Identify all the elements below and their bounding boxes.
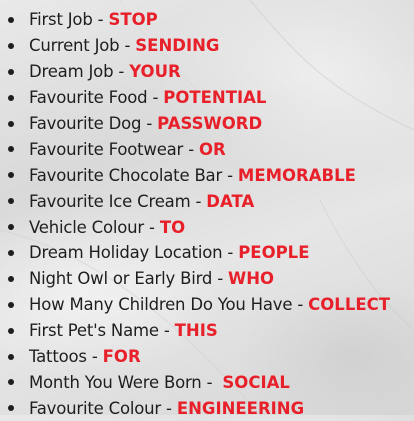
list-item — [8, 111, 390, 137]
list-item — [8, 59, 390, 85]
item-separator: - — [201, 372, 223, 392]
list-item — [8, 318, 390, 344]
list-item — [8, 188, 390, 214]
item-word: POTENTIAL — [163, 88, 267, 108]
item-separator: - — [147, 88, 164, 108]
bullet-icon — [8, 43, 14, 49]
item-label: First Job — [29, 10, 93, 30]
item-label: Dream Holiday Location — [29, 243, 223, 263]
list-item — [8, 344, 390, 370]
item-label: Favourite Footwear — [29, 139, 184, 159]
item-word: SOCIAL — [222, 372, 290, 392]
bullet-icon — [8, 146, 14, 152]
bullet-icon — [8, 172, 14, 178]
item-label: Current Job — [29, 36, 120, 56]
list-item — [8, 292, 390, 318]
item-separator: - — [113, 62, 130, 82]
item-separator: - — [92, 10, 109, 30]
item-separator: - — [141, 114, 158, 133]
bullet-icon — [8, 95, 14, 101]
item-label: Night Owl or Early Bird — [29, 269, 213, 289]
item-label: Tattoos — [29, 347, 87, 367]
item-separator: - — [183, 139, 199, 159]
item-word: DATA — [206, 191, 255, 211]
bullet-icon — [8, 224, 14, 230]
item-label: Dream Job — [29, 62, 114, 82]
item-word: PASSWORD — [157, 114, 263, 133]
bullet-icon — [8, 250, 14, 256]
bullet-icon — [8, 198, 14, 204]
bullet-icon — [8, 354, 14, 360]
item-word: MEMORABLE — [237, 165, 356, 185]
item-word: PEOPLE — [238, 243, 310, 263]
item-word: SENDING — [135, 36, 220, 56]
list-item — [8, 7, 390, 33]
list-item — [8, 214, 390, 240]
item-label: Favourite Colour — [29, 398, 161, 418]
item-separator: - — [190, 191, 207, 211]
item-label: Favourite Dog — [29, 114, 142, 133]
item-word: WHO — [228, 269, 275, 289]
item-separator: - — [222, 243, 239, 263]
item-separator: - — [160, 398, 177, 418]
item-word: OR — [199, 139, 226, 159]
list-item — [8, 85, 390, 111]
bullet-icon — [8, 17, 14, 23]
item-label: Month You Were Born — [29, 372, 202, 392]
item-label: First Pet's Name — [29, 321, 159, 341]
item-word: THIS — [174, 321, 218, 341]
list-item — [8, 33, 390, 59]
bullet-icon — [8, 328, 14, 334]
item-word: YOUR — [129, 62, 181, 82]
list-item — [8, 369, 390, 395]
item-label: Favourite Chocolate Bar — [29, 165, 223, 185]
item-word: STOP — [108, 10, 158, 30]
list-item — [8, 136, 390, 162]
word-list — [8, 7, 390, 421]
item-label: Favourite Food — [29, 88, 148, 108]
item-separator: - — [292, 295, 309, 315]
list-item — [8, 162, 390, 188]
bullet-icon — [8, 276, 14, 282]
item-label: Vehicle Colour — [29, 217, 144, 237]
item-word: ENGINEERING — [176, 398, 305, 418]
item-word: TO — [159, 217, 186, 237]
list-item — [8, 266, 390, 292]
item-separator: - — [144, 217, 160, 237]
bullet-icon — [8, 121, 14, 127]
bullet-icon — [8, 69, 14, 75]
item-separator: - — [119, 36, 136, 56]
item-word: COLLECT — [308, 295, 390, 315]
item-separator: - — [222, 165, 238, 185]
list-item — [8, 395, 390, 421]
list-item — [8, 240, 390, 266]
item-separator: - — [86, 347, 103, 367]
item-label: Favourite Ice Cream — [29, 191, 191, 211]
item-separator: - — [158, 321, 175, 341]
item-label: How Many Children Do You Have — [29, 295, 293, 315]
item-separator: - — [212, 269, 229, 289]
item-word: FOR — [102, 347, 141, 367]
bullet-icon — [8, 379, 14, 385]
bullet-icon — [8, 302, 14, 308]
bullet-icon — [8, 405, 14, 411]
